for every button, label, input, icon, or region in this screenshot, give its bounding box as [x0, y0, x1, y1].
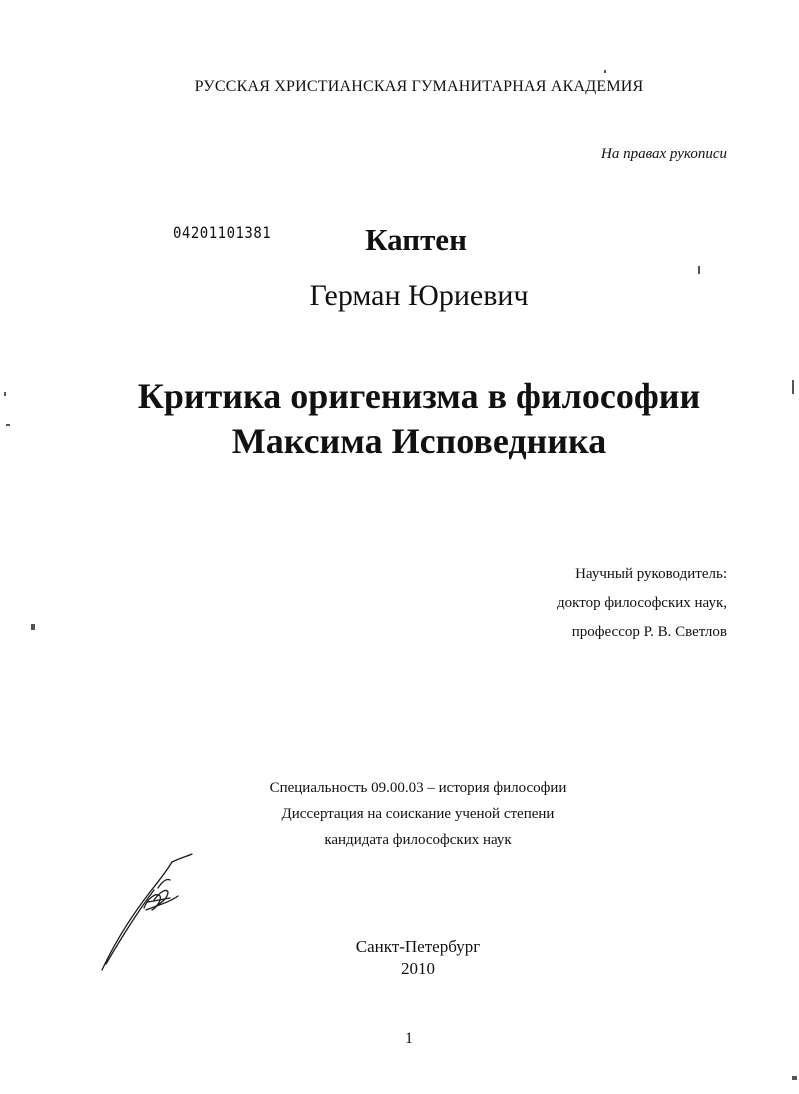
supervisor-name: профессор Р. В. Светлов — [571, 624, 727, 640]
scan-speck — [4, 392, 6, 396]
scan-speck — [6, 424, 10, 426]
specialty-block — [0, 775, 799, 853]
degree-purpose-line: Диссертация на соискание ученой степени — [281, 806, 555, 822]
scan-speck — [792, 380, 794, 394]
page-number: 1 — [405, 1030, 413, 1047]
author-given-names: Герман Юриевич — [309, 279, 529, 312]
publication-place-block — [0, 936, 799, 980]
thesis-title — [0, 374, 799, 464]
year: 2010 — [401, 959, 435, 978]
city: Санкт-Петербург — [355, 937, 481, 956]
thesis-title-line-2: Максима Исповедника — [231, 421, 607, 461]
supervisor-label: Научный руководитель: — [575, 566, 727, 582]
rights-note: На правах рукописи — [601, 146, 727, 162]
specialty-line: Специальность 09.00.03 – история философии — [269, 780, 567, 796]
scan-speck — [698, 266, 700, 274]
scan-speck — [31, 624, 35, 630]
institution-name: РУССКАЯ ХРИСТИАНСКАЯ ГУМАНИТАРНАЯ АКАДЕМИЯ — [194, 78, 644, 95]
supervisor-block — [557, 560, 727, 647]
author-surname: Каптен — [365, 222, 467, 257]
scan-speck — [792, 1076, 797, 1080]
supervisor-degree: доктор философских наук, — [557, 595, 727, 611]
thesis-title-line-1: Критика оригенизма в философии — [137, 376, 701, 416]
record-code: 04201101381 — [173, 224, 272, 243]
degree-name-line: кандидата философских наук — [324, 832, 512, 848]
scan-speck — [604, 70, 606, 73]
